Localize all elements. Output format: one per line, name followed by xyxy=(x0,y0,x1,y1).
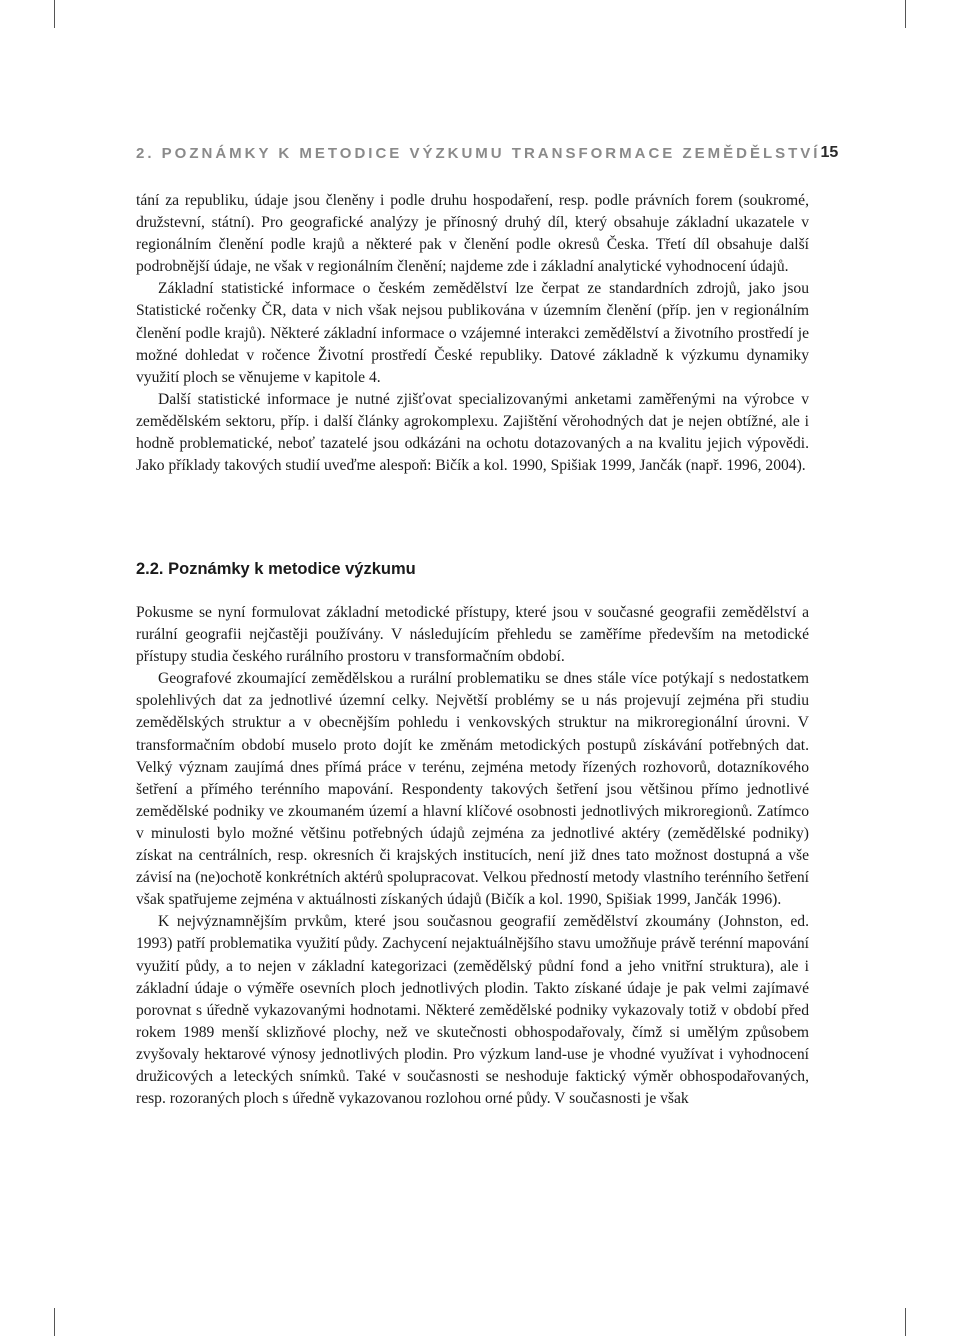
crop-mark-top-right xyxy=(905,0,906,28)
section-heading: 2.2. Poznámky k metodice výzkumu xyxy=(136,560,416,578)
text-block-bottom xyxy=(136,602,809,1110)
paragraph: Základní statistické informace o českém zemědělství lze čerpat ze standardních zdrojů, jako jsou Statistické ročenky ČR, data v nich však nejsou publikována v územním členění (příp. jen v regionálním členění podle krajů). Některé základní informace o vzájemné interakci zemědělství a životního prostředí je možné dohledat v ročence Životní prostředí České republiky. Datové základně k výzkumu dynamiky využití ploch se věnujeme v kapitole 4. xyxy=(136,280,809,386)
running-title: 2. POZNÁMKY K METODICE VÝZKUMU TRANSFORMACE ZEMĚDĚLSTVÍ xyxy=(136,144,821,162)
crop-mark-bottom-right xyxy=(905,1308,906,1336)
paragraph: Pokusme se nyní formulovat základní metodické přístupy, které jsou v současné geografii zemědělství a rurální geografii nejčastěji používány. V následujícím přehledu se zaměříme především na metodické přístupy studia českého rurálního prostoru v transformačním období. xyxy=(136,604,809,666)
paragraph: tání za republiku, údaje jsou členěny i podle druhu hospodaření, resp. podle právních forem (soukromé, družstevní, státní). Pro geografické analýzy je přínosný druhý díl, který obsahuje základní ukazatele v regionálním členění podle krajů a některé pak v členění podle okresů Česka. Třetí díl obsahuje další podrobnější údaje, ne však v regionálním členění; najdeme zde i základní analytické vyhodnocení údajů. xyxy=(136,192,809,276)
text-block-top xyxy=(136,190,809,477)
crop-mark-bottom-left xyxy=(54,1308,55,1336)
paragraph: Další statistické informace je nutné zjišťovat specializovanými anketami zaměřenými na výrobce v zemědělském sektoru, příp. i další články agrokomplexu. Zajištění věrohodných dat je nejen obtížné, ale i hodně problematické, neboť tazatelé jsou odkázáni na ochotu dotazovaných a na kvalitu jejich výpovědi. Jako příklady takových studií uveďme alespoň: Bičík a kol. 1990, Spišiak 1999, Jančák (např. 1996, 2004). xyxy=(136,390,809,475)
crop-mark-top-left xyxy=(54,0,55,28)
running-header xyxy=(136,142,839,164)
paragraph: K nejvýznamnějším prvkům, které jsou současnou geografií zemědělství zkoumány (Johnston, ed. 1993) patří problematika využití půdy. Zachycení nejaktuálnějšího stavu umožňuje právě terénní mapování využití půdy, a to nejen v základní kategorizaci (zemědělský půdní fond a jeho vnitřní struktura), ale i základní údaje o výměře osevních ploch jednotlivých plodin. Takto získané údaje je pak velmi zajímavé porovnat s úředně vykazovanými hodnotami. Některé zemědělské podniky vykazovaly totiž v období před rokem 1989 menší sklizňové plochy, než ve skutečnosti obhospodařovaly, čímž si umělým způsobem zvyšovaly hektarové výnosy jednotlivých plodin. Pro výzkum land-use je vhodné využívat i vyhodnocení družicových a leteckých snímků. Také v současnosti se neshoduje faktický výměr obhospodařovaných, resp. rozoraných ploch s úředně vykazovanou rozlohou orné půdy. V současnosti je však xyxy=(136,913,809,1108)
paragraph: Geografové zkoumající zemědělskou a rurální problematiku se dnes stále více potýkají s nedostatkem spolehlivých dat za jednotlivé územní celky. Největší problémy se u nás projevují zejména při studiu zemědělských struktur a v obecnějším pohledu i venkovských struktur na mikroregionální úrovni. V transformačním období muselo proto dojít ke změnám metodických postupů získávání potřebných dat. Velký význam zaujímá dnes přímá práce v terénu, zejména metody řízených rozhovorů, dotazníkového šetření a přímého terénního mapování. Respondenty takových šetření jsou většinou přímo jednotlivé zemědělské podniky ve zkoumaném území a hlavní klíčové osobnosti jednotlivých mikroregionů. Zatímco v minulosti bylo možné většinu potřebných údajů zejména za jednotlivé aktéry (zemědělské podniky) získat na centrálních, resp. okresních či krajských institucích, není již dnes tato možnost dostupná a vše závisí na (ne)ochotě konkrétních aktérů spolupracovat. Velkou předností metody vlastního terénního šetření však spatřujeme zejména v aktuálnosti získaných údajů (Bičík a kol. 1990, Spišiak 1999, Jančák 1996). xyxy=(136,670,809,909)
page-number: 15 xyxy=(820,144,839,161)
